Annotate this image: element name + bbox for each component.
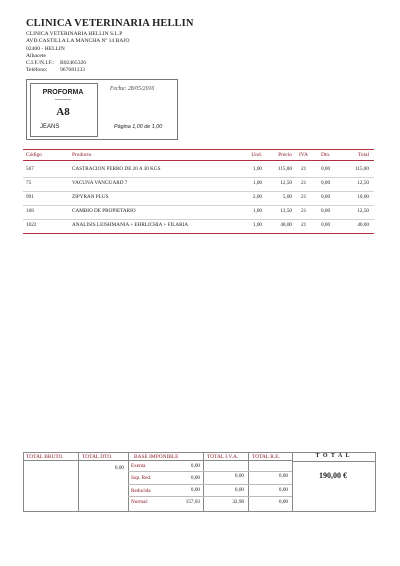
header-discount: Dto. xyxy=(321,152,331,158)
footer-header-base: BASE IMPONIBLE xyxy=(134,454,179,460)
row-price: 40,00 xyxy=(280,222,292,228)
grand-total-label: T O T A L xyxy=(315,453,351,459)
base-row-label: Normal: xyxy=(131,499,149,505)
company-name: CLINICA VETERINARIA HELLIN xyxy=(26,18,194,29)
row-price: 12,50 xyxy=(280,208,292,214)
table-row xyxy=(23,163,374,178)
footer-divider xyxy=(203,452,204,511)
discount-total-value: 0,00 xyxy=(114,465,124,471)
proforma-title: PROFORMA xyxy=(42,89,84,96)
row-units: 1,00 xyxy=(252,180,262,186)
header-units: Und. xyxy=(251,152,262,158)
proforma-divider xyxy=(55,99,71,100)
footer-row-rule xyxy=(128,471,292,472)
company-legal-name: CLINICA VETERINARIA HELLIN S.L.P xyxy=(26,31,123,37)
row-discount: 0,00 xyxy=(321,222,331,228)
row-code: 991 xyxy=(26,194,34,200)
grand-total-value: 190,00 € xyxy=(319,471,347,480)
row-discount: 0,00 xyxy=(321,180,331,186)
row-units: 1,00 xyxy=(252,166,262,172)
row-discount: 0,00 xyxy=(321,166,331,172)
header-code: Código xyxy=(26,152,42,158)
footer-header-re: TOTAL R.E. xyxy=(252,454,280,460)
row-code: 75 xyxy=(26,180,32,186)
base-row-re: 0,00 xyxy=(278,499,288,505)
row-vat: 21 xyxy=(301,166,307,172)
base-row-vat: 0,00 xyxy=(234,473,244,479)
base-row-vat: 0,00 xyxy=(234,487,244,493)
proforma-number: A8 xyxy=(56,106,70,118)
table-header-rule-top xyxy=(23,149,374,150)
row-discount: 0,00 xyxy=(321,208,331,214)
header-total: Total xyxy=(358,152,369,158)
header-product: Producto xyxy=(72,152,92,158)
base-row-base: 0,00 xyxy=(190,463,200,469)
phone-value: 967681133 xyxy=(60,67,85,74)
footer-header-gross: TOTAL BRUTO xyxy=(26,454,63,460)
row-total: 115,00 xyxy=(354,166,369,172)
phone-label: Teléfono: xyxy=(26,67,48,74)
row-product: CASTRACION PERRO DE 20 A 30 KGS xyxy=(72,166,161,172)
footer-divider xyxy=(248,452,249,511)
footer-divider xyxy=(128,452,129,511)
table-row xyxy=(23,205,374,220)
row-units: 1,00 xyxy=(252,208,262,214)
company-address-block xyxy=(26,31,130,75)
row-total: 40,00 xyxy=(357,222,369,228)
table-row xyxy=(23,177,374,192)
proforma-date: Fecha: 28/05/2016 xyxy=(110,86,155,92)
row-price: 12,50 xyxy=(280,180,292,186)
row-product: CAMBIO DE PROPIETARIO xyxy=(72,208,136,214)
base-row-re: 0,00 xyxy=(278,473,288,479)
row-product: VACUNA VANGUARD 7 xyxy=(72,180,128,186)
row-price: 5,00 xyxy=(282,194,292,200)
table-row xyxy=(23,219,374,234)
row-price: 115,00 xyxy=(277,166,292,172)
footer-row-rule xyxy=(128,496,292,497)
footer-header-discount: TOTAL DTO. xyxy=(82,454,113,460)
row-total: 12,50 xyxy=(357,180,369,186)
row-product: ANALISIS LEISHMANIA + EHRLICHIA + FILARIA xyxy=(72,222,189,228)
base-row-vat: 32,98 xyxy=(232,499,244,505)
row-product: ZIPYRAN PLUS xyxy=(72,194,109,200)
row-code: 567 xyxy=(26,166,34,172)
base-row-label: Reducida xyxy=(131,488,151,494)
footer-header-vat: TOTAL I.V.A. xyxy=(207,454,239,460)
row-discount: 0,00 xyxy=(321,194,331,200)
header-vat: IVA xyxy=(299,152,308,158)
company-postal-city: 02400 - HELLIN xyxy=(26,45,65,52)
base-row-label: Sup. Red. xyxy=(131,475,152,481)
company-address: AVD.CASTILLA LA MANCHA Nº 14 BAJO xyxy=(26,38,130,45)
cif-label: C.I.F./N.I.F.: xyxy=(26,60,55,67)
row-vat: 21 xyxy=(301,208,307,214)
total-label-rule xyxy=(292,461,375,462)
row-code: 1022 xyxy=(26,222,37,228)
footer-row-rule xyxy=(128,484,292,485)
table-header-rule-bottom xyxy=(23,160,374,161)
page-indicator: Página 1,00 de 1,00 xyxy=(114,124,163,130)
base-row-re: 0,00 xyxy=(278,487,288,493)
company-province: Albacete xyxy=(26,52,46,59)
row-code: 168 xyxy=(26,208,34,214)
base-row-base: 0,00 xyxy=(190,475,200,481)
footer-divider xyxy=(78,452,79,511)
row-total: 12,50 xyxy=(357,208,369,214)
row-units: 1,00 xyxy=(252,222,262,228)
table-row xyxy=(23,191,374,206)
base-row-base: 0,00 xyxy=(190,487,200,493)
header-price: Precio xyxy=(278,152,292,158)
client-name: JEANS xyxy=(40,124,60,130)
cif-value: B02465326 xyxy=(60,60,87,67)
row-vat: 21 xyxy=(301,180,307,186)
row-vat: 21 xyxy=(301,194,307,200)
company-phone xyxy=(26,67,130,74)
base-row-base: 157,03 xyxy=(185,499,200,505)
row-total: 10,00 xyxy=(357,194,369,200)
base-row-label: Exenta xyxy=(131,463,146,469)
row-units: 2,00 xyxy=(252,194,262,200)
row-vat: 21 xyxy=(301,222,307,228)
